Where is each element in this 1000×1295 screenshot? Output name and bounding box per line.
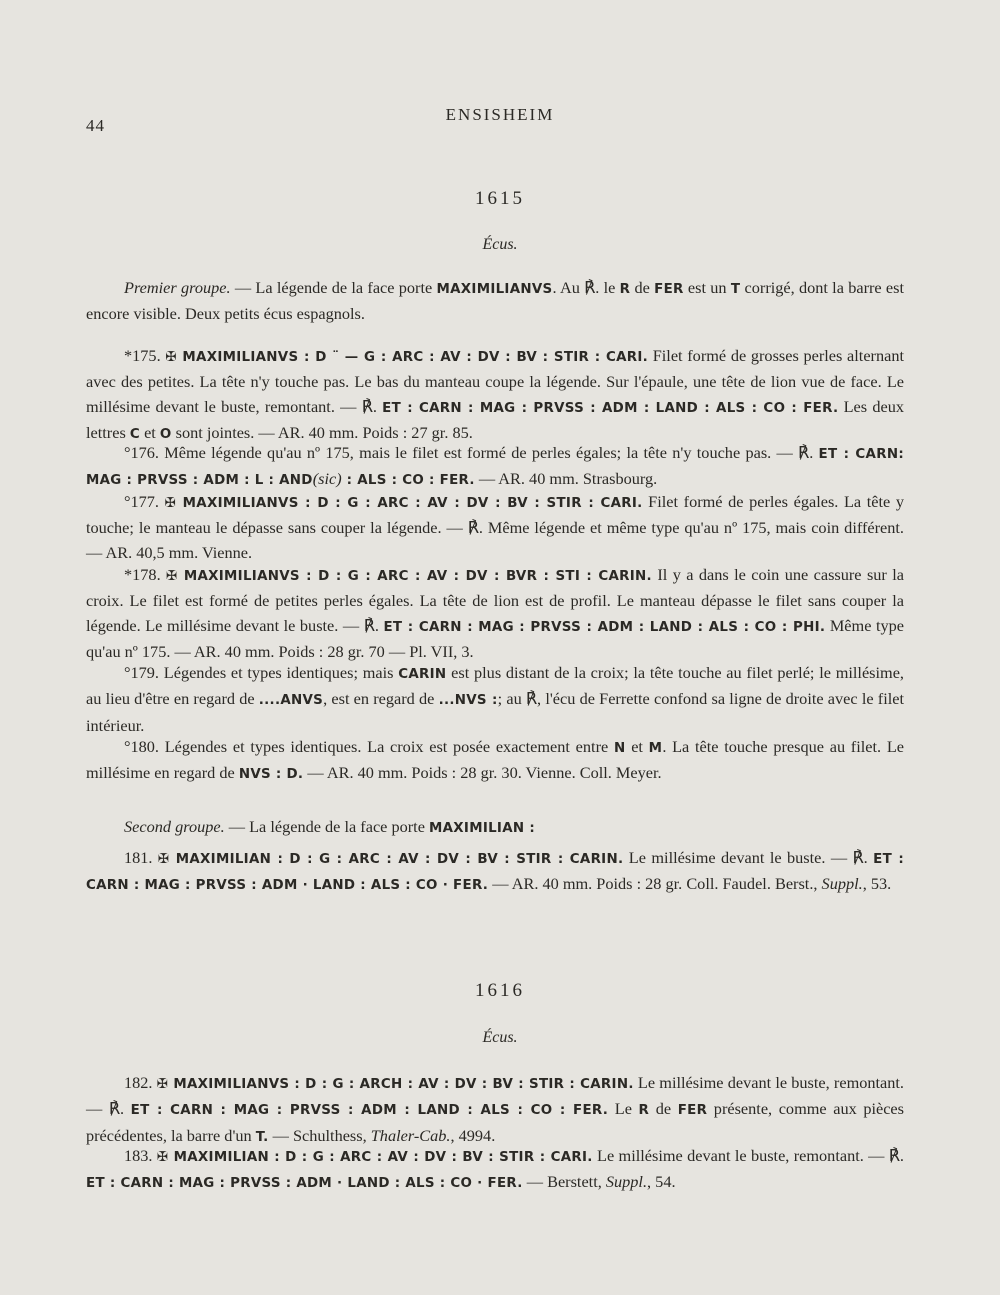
reverse-legend: ET : CARN : MAG : PRVSS : ADM : LAND : ALS : CO : FER. (382, 400, 839, 416)
legend-text: FER (654, 282, 684, 297)
page-number: 44 (86, 116, 105, 135)
text: corrigé, dont la barre est encore visible. Deux petits écus espagnols. (86, 278, 904, 324)
entry-number: °180. (124, 737, 160, 756)
legend-text: MAXIMILIAN : (429, 821, 536, 836)
text: Le (608, 1099, 639, 1119)
entry-175 (86, 344, 904, 448)
entry-181 (86, 846, 904, 899)
text: et (140, 423, 160, 443)
group-intro-premier (86, 276, 904, 327)
text: — Berstett, (522, 1172, 606, 1192)
text: — AR. 40 mm. Poids : 28 gr. 30. Vienne. Coll. Meyer. (303, 763, 662, 783)
legend-text: R (638, 1103, 650, 1119)
entry-number: 181. (124, 848, 153, 867)
legend-text: O (159, 427, 172, 443)
text: . La tête touche presque au filet. Le millésime en regard de (86, 737, 904, 783)
text: Légendes et types identiques; mais (159, 663, 399, 682)
text: , 4994. (450, 1125, 496, 1145)
legend-text: NVS : D. (238, 767, 304, 783)
text: est plus distant de la croix; la tête touche au filet perlé; le millésime, au lieu d'être en regard de (86, 663, 904, 709)
reference: Suppl. (605, 1172, 648, 1192)
entry-180 (86, 735, 904, 788)
section-year: 1615 (475, 188, 525, 209)
entry-number: °176. (124, 443, 160, 462)
legend-text: M (648, 741, 663, 756)
text: ; au ℟, l'écu de Ferrette confond sa ligne de droite avec le filet intérieur. (86, 689, 904, 735)
reverse-legend: : ALS : CO : FER. (341, 473, 475, 489)
text: . Au ℟. le (552, 278, 620, 297)
text: , 53. (862, 874, 892, 894)
entry-182 (86, 1071, 904, 1150)
text: Filet formé de grosses perles alternant avec des petites. La tête n'y touche pas. Le bas du manteau coupe la légende. Sur l'épaule, une tête de lion vue de face. Le millésime devant le buste, remontant. — ℟. (86, 346, 905, 416)
reverse-legend: ET : CARN : MAG : PRVSS : ADM · LAND : ALS : CO · FER. (86, 852, 904, 894)
text: Même légende qu'au nº 175, mais le filet est formé de perles égales; la tête n'y touche pas. — ℟. (159, 443, 819, 462)
reference: Suppl. (821, 874, 863, 894)
section-year: 1616 (475, 980, 525, 1001)
group-label: Second groupe. (124, 817, 225, 836)
text: Filet formé de perles égales. La tête y touche; le manteau le dépasse sans couper la légende. — ℟. Même légende et même type qu'au nº 175, mais coin différent. — AR. 40,5 mm. Vienne. (86, 492, 905, 562)
text: — La légende de la face porte (224, 817, 429, 836)
entry-number: °179. (124, 663, 160, 682)
text: est un (683, 278, 731, 297)
entry-178 (86, 563, 904, 665)
text: , est en regard de (323, 689, 439, 709)
obverse-legend: ✠ MAXIMILIAN : D : G : ARC : AV : DV : BV : STIR : CARIN. (157, 852, 624, 867)
entry-176 (86, 441, 904, 494)
entry-number: *175. (124, 346, 161, 365)
text: — AR. 40 mm. Strasbourg. (474, 469, 658, 489)
legend-text: N (613, 741, 626, 756)
reverse-legend: ET : CARN : MAG : PRVSS : ADM · LAND : ALS : CO · FER. (86, 1176, 523, 1192)
entry-179 (86, 661, 904, 738)
reverse-legend: ET : CARN : MAG : PRVSS : ADM : LAND : ALS : CO : PHI. (383, 619, 826, 635)
obverse-legend: ✠ MAXIMILIAN : D : G : ARC : AV : DV : BV : STIR : CARI. (156, 1150, 593, 1165)
entry-number: °177. (124, 492, 160, 511)
text: , 54. (647, 1172, 676, 1192)
section-subtitle: Écus. (482, 1029, 518, 1046)
entry-number: 183. (124, 1146, 153, 1165)
entry-number: 182. (124, 1073, 153, 1092)
text: — AR. 40 mm. Poids : 28 gr. Coll. Faudel. Berst., (488, 874, 822, 894)
text: Le millésime devant le buste, remontant. — ℟. (592, 1146, 904, 1165)
text: sont jointes. — AR. 40 mm. Poids : 27 gr. 85. (171, 423, 473, 443)
reverse-legend: ET : CARN: MAG : PRVSS : ADM : L : AND (86, 447, 904, 489)
reference: Thaler-Cab. (370, 1125, 451, 1145)
legend-text: ...NVS : (438, 693, 498, 709)
obverse-legend: ✠ MAXIMILIANVS : D ¨ — G : ARC : AV : DV : BV : STIR : CARI. (165, 350, 649, 365)
entry-177 (86, 490, 904, 565)
text: et (625, 737, 649, 756)
reverse-legend: ET : CARN : MAG : PRVSS : ADM : LAND : ALS : CO : FER. (130, 1103, 609, 1119)
obverse-legend: ✠ MAXIMILIANVS : D : G : ARCH : AV : DV : BV : STIR : CARIN. (156, 1077, 634, 1092)
text: Le millésime devant le buste, remontant. — ℟. (86, 1073, 904, 1119)
obverse-legend: ✠ MAXIMILIANVS : D : G : ARC : AV : DV : BV : STIR : CARI. (164, 496, 643, 511)
legend-text: ....ANVS (258, 693, 324, 709)
sic-note: (sic) (312, 469, 342, 489)
text: — La légende de la face porte (230, 278, 437, 297)
text: — Schulthess, (268, 1125, 371, 1145)
legend-text: T (730, 282, 741, 297)
text: Les deux lettres (86, 396, 905, 443)
legend-text: CARIN (398, 667, 447, 682)
legend-text: R (619, 282, 631, 297)
legend-text: MAXIMILIANVS (436, 282, 553, 297)
legend-text: C (129, 427, 140, 443)
group-label: Premier groupe. (124, 278, 231, 297)
text: Même type qu'au nº 175. — AR. 40 mm. Poids : 28 gr. 70 — Pl. VII, 3. (86, 615, 904, 662)
text: Le millésime devant le buste. — ℟. (623, 848, 874, 867)
legend-text: FER (677, 1103, 708, 1119)
text: de (649, 1099, 678, 1119)
text: Légendes et types identiques. La croix est posée exactement entre (159, 737, 614, 756)
legend-text: T. (255, 1129, 269, 1145)
obverse-legend: ✠ MAXIMILIANVS : D : G : ARC : AV : DV : BVR : STI : CARIN. (166, 569, 652, 584)
section-subtitle: Écus. (482, 236, 518, 253)
entry-183 (86, 1144, 904, 1197)
group-intro-second (86, 815, 904, 841)
text: de (630, 278, 655, 297)
entry-number: *178. (124, 565, 161, 584)
text: présente, comme aux pièces précédentes, la barre d'un (86, 1099, 904, 1145)
text: Il y a dans le coin une cassure sur la croix. Le filet est formé de petites perles égales. La tête de lion est de profil. Le manteau dépasse le filet sans couper la légende. Le millésime devant le buste. — ℟. (86, 565, 904, 635)
running-head: ENSISHEIM (445, 105, 555, 124)
